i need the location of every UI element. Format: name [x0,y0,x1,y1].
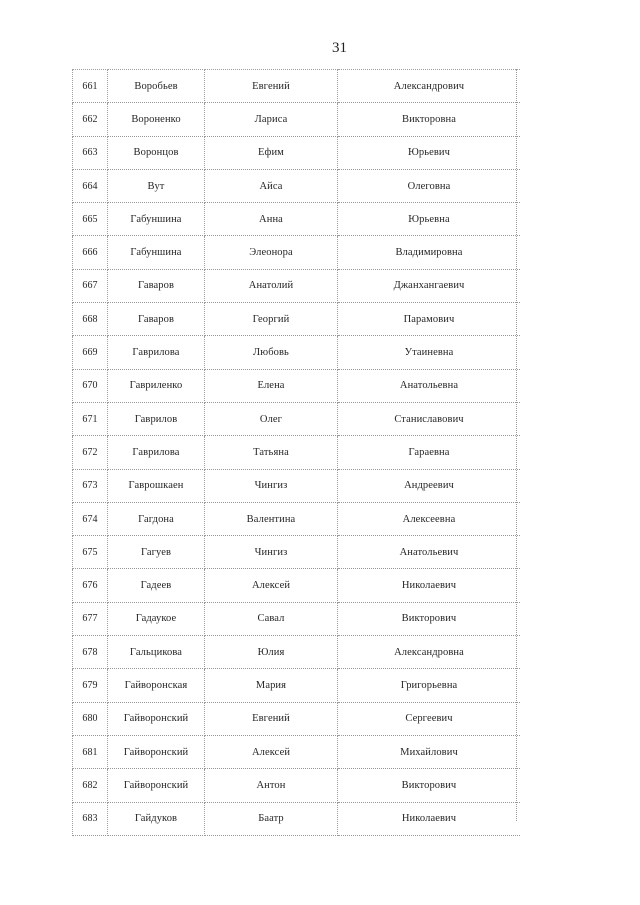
last-name-cell: Гайворонский [108,769,205,802]
row-number-cell: 680 [73,702,108,735]
first-name-cell: Савал [205,602,338,635]
last-name-cell: Гайдуков [108,802,205,835]
last-name-cell: Габуншина [108,236,205,269]
row-number-cell: 666 [73,236,108,269]
first-name-cell: Татьяна [205,436,338,469]
table-row [73,669,521,702]
first-name-cell: Алексей [205,569,338,602]
last-name-cell: Гайворонский [108,735,205,768]
patronymic-cell: Юрьевна [338,203,521,236]
first-name-cell: Лариса [205,103,338,136]
patronymic-cell: Анатольевна [338,369,521,402]
table-row [73,303,521,336]
first-name-cell: Валентина [205,502,338,535]
last-name-cell: Гагуев [108,536,205,569]
first-name-cell: Чингиз [205,536,338,569]
row-number-cell: 663 [73,136,108,169]
table-row [73,636,521,669]
row-number-cell: 671 [73,402,108,435]
table-row [73,70,521,103]
last-name-cell: Гаврилова [108,336,205,369]
first-name-cell: Евгений [205,702,338,735]
first-name-cell: Юлия [205,636,338,669]
registry-rows [73,70,521,836]
first-name-cell: Анна [205,203,338,236]
row-number-cell: 672 [73,436,108,469]
patronymic-cell: Викторовна [338,103,521,136]
first-name-cell: Чингиз [205,469,338,502]
row-number-cell: 675 [73,536,108,569]
patronymic-cell: Александрович [338,70,521,103]
first-name-cell: Элеонора [205,236,338,269]
patronymic-cell: Парамович [338,303,521,336]
patronymic-cell: Алексеевна [338,502,521,535]
patronymic-cell: Олеговна [338,169,521,202]
patronymic-cell: Анатольевич [338,536,521,569]
row-number-cell: 674 [73,502,108,535]
table-row [73,169,521,202]
table-row [73,236,521,269]
table-row [73,336,521,369]
table-row [73,602,521,635]
registry-table [72,69,520,836]
row-number-cell: 662 [73,103,108,136]
row-number-cell: 668 [73,303,108,336]
table-row [73,502,521,535]
table-right-border [516,69,518,821]
row-number-cell: 683 [73,802,108,835]
patronymic-cell: Гараевна [338,436,521,469]
row-number-cell: 677 [73,602,108,635]
page-number: 31 [332,40,347,56]
patronymic-cell: Сергеевич [338,702,521,735]
patronymic-cell: Николаевич [338,802,521,835]
last-name-cell: Воронцов [108,136,205,169]
table-row [73,469,521,502]
table-row [73,269,521,302]
row-number-cell: 682 [73,769,108,802]
row-number-cell: 678 [73,636,108,669]
table-row [73,769,521,802]
row-number-cell: 669 [73,336,108,369]
first-name-cell: Алексей [205,735,338,768]
last-name-cell: Гаваров [108,303,205,336]
patronymic-cell: Михайлович [338,735,521,768]
first-name-cell: Ефим [205,136,338,169]
last-name-cell: Вороненко [108,103,205,136]
row-number-cell: 676 [73,569,108,602]
patronymic-cell: Станиславович [338,402,521,435]
patronymic-cell: Юрьевич [338,136,521,169]
patronymic-cell: Николаевич [338,569,521,602]
patronymic-cell: Владимировна [338,236,521,269]
last-name-cell: Гаврилова [108,436,205,469]
row-number-cell: 664 [73,169,108,202]
table-row [73,103,521,136]
patronymic-cell: Викторович [338,769,521,802]
patronymic-cell: Викторович [338,602,521,635]
first-name-cell: Георгий [205,303,338,336]
table-row [73,569,521,602]
first-name-cell: Мария [205,669,338,702]
first-name-cell: Антон [205,769,338,802]
row-number-cell: 679 [73,669,108,702]
last-name-cell: Вут [108,169,205,202]
patronymic-cell: Андреевич [338,469,521,502]
table-row [73,802,521,835]
patronymic-cell: Утаиневна [338,336,521,369]
first-name-cell: Елена [205,369,338,402]
first-name-cell: Олег [205,402,338,435]
last-name-cell: Гагдона [108,502,205,535]
patronymic-cell: Григорьевна [338,669,521,702]
last-name-cell: Гаврошкаен [108,469,205,502]
last-name-cell: Гадеев [108,569,205,602]
row-number-cell: 661 [73,70,108,103]
table-row [73,369,521,402]
last-name-cell: Гальцикова [108,636,205,669]
patronymic-cell: Александровна [338,636,521,669]
row-number-cell: 681 [73,735,108,768]
table-row [73,436,521,469]
last-name-cell: Гаврилов [108,402,205,435]
row-number-cell: 665 [73,203,108,236]
last-name-cell: Габуншина [108,203,205,236]
first-name-cell: Евгений [205,70,338,103]
row-number-cell: 670 [73,369,108,402]
first-name-cell: Анатолий [205,269,338,302]
first-name-cell: Баатр [205,802,338,835]
patronymic-cell: Джанхангаевич [338,269,521,302]
row-number-cell: 667 [73,269,108,302]
first-name-cell: Любовь [205,336,338,369]
table-row [73,735,521,768]
last-name-cell: Гайворонская [108,669,205,702]
table-row [73,402,521,435]
table-row [73,536,521,569]
last-name-cell: Воробьев [108,70,205,103]
last-name-cell: Гайворонский [108,702,205,735]
table-row [73,203,521,236]
last-name-cell: Гаваров [108,269,205,302]
first-name-cell: Айса [205,169,338,202]
table-row [73,136,521,169]
last-name-cell: Гадаукое [108,602,205,635]
row-number-cell: 673 [73,469,108,502]
last-name-cell: Гавриленко [108,369,205,402]
table-row [73,702,521,735]
